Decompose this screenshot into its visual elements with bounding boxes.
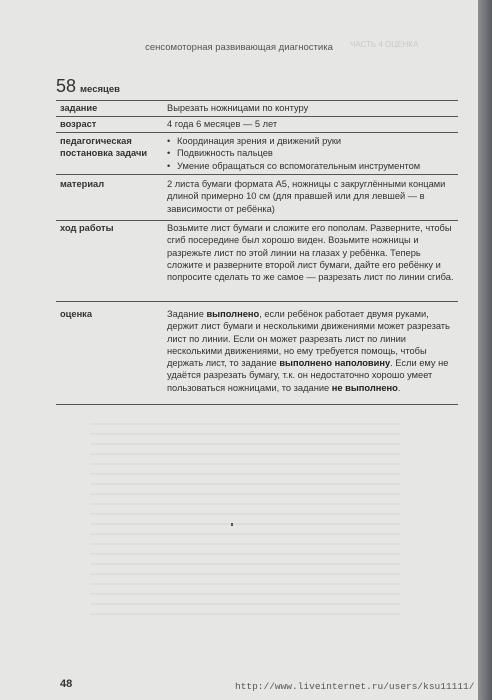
age-unit: месяцев xyxy=(80,84,121,95)
row-divider xyxy=(56,174,458,175)
show-through-header: ЧАСТЬ 4 ОЦЕНКА xyxy=(350,40,419,49)
table-bottom-rule xyxy=(56,404,458,405)
text-run: Задание xyxy=(167,309,207,319)
row-label: возраст xyxy=(60,119,97,129)
row-divider xyxy=(56,132,458,133)
page-number: 48 xyxy=(60,678,73,690)
row-label: педагогическая постановка задачи xyxy=(60,136,148,158)
row-value: Возьмите лист бумаги и сложите его пополам. Разверните, чтобы сгиб посередине был хорошо виден. Возьмите ножницы и разрежьте лист по этой линии на глазах у ребёнка. Теперь сложите и разверните второй лист бумаги, дайте его ребёнку и попросите сделать то же самое — разрезать лист по линии сгиба. xyxy=(167,223,454,283)
footer-url[interactable]: http://www.liveinternet.ru/users/ksu11111/ xyxy=(235,681,475,692)
age-title xyxy=(56,76,120,97)
row-value: 4 года 6 месяцев — 5 лет xyxy=(167,119,278,129)
row-label: ход работы xyxy=(60,223,114,233)
age-number: 58 xyxy=(56,76,77,96)
text-run: , если ребёнок работает двумя руками, держит лист бумаги и несколькими движениями может разрезать лист по линии. Если он может разрезать лист по линии несколькими движениями, но ему требуется помощь, чтобы держать лист, то задание xyxy=(167,309,450,369)
show-through-block xyxy=(90,415,400,615)
page-edge-shadow xyxy=(478,0,492,700)
row-value xyxy=(167,308,457,394)
row-label: материал xyxy=(60,179,105,189)
list-item: • Координация зрения и движений руки xyxy=(167,135,457,147)
text-run: . Если ему не удаётся разрезать бумагу, т.к. он недостаточно хорошо умеет пользоваться ножницами, то задание xyxy=(167,358,449,393)
list-item: • Подвижность пальцев xyxy=(167,147,457,159)
emphasis-done: выполнено xyxy=(206,309,260,319)
row-label: оценка xyxy=(60,309,93,319)
row-value-list xyxy=(167,135,457,172)
row-divider xyxy=(56,301,458,302)
row-value: 2 листа бумаги формата А5, ножницы с закруглёнными концами длиной примерно 10 см (для правшей или для левшей — в зависимости от ребёнка) xyxy=(167,179,446,214)
table-top-rule xyxy=(56,100,458,101)
text-run: . xyxy=(397,382,401,393)
emphasis-half-done: выполнено наполовину xyxy=(279,358,391,369)
running-head: сенсомоторная развивающая диагностика xyxy=(145,42,333,53)
list-item: • Умение обращаться со вспомогательным инструментом xyxy=(167,160,457,172)
row-label: задание xyxy=(60,103,98,113)
row-divider xyxy=(56,116,458,117)
row-value: Вырезать ножницами по контуру xyxy=(167,103,309,113)
emphasis-not-done: не выполнено xyxy=(331,382,398,393)
scan-speck xyxy=(231,523,233,526)
row-divider xyxy=(56,220,458,221)
